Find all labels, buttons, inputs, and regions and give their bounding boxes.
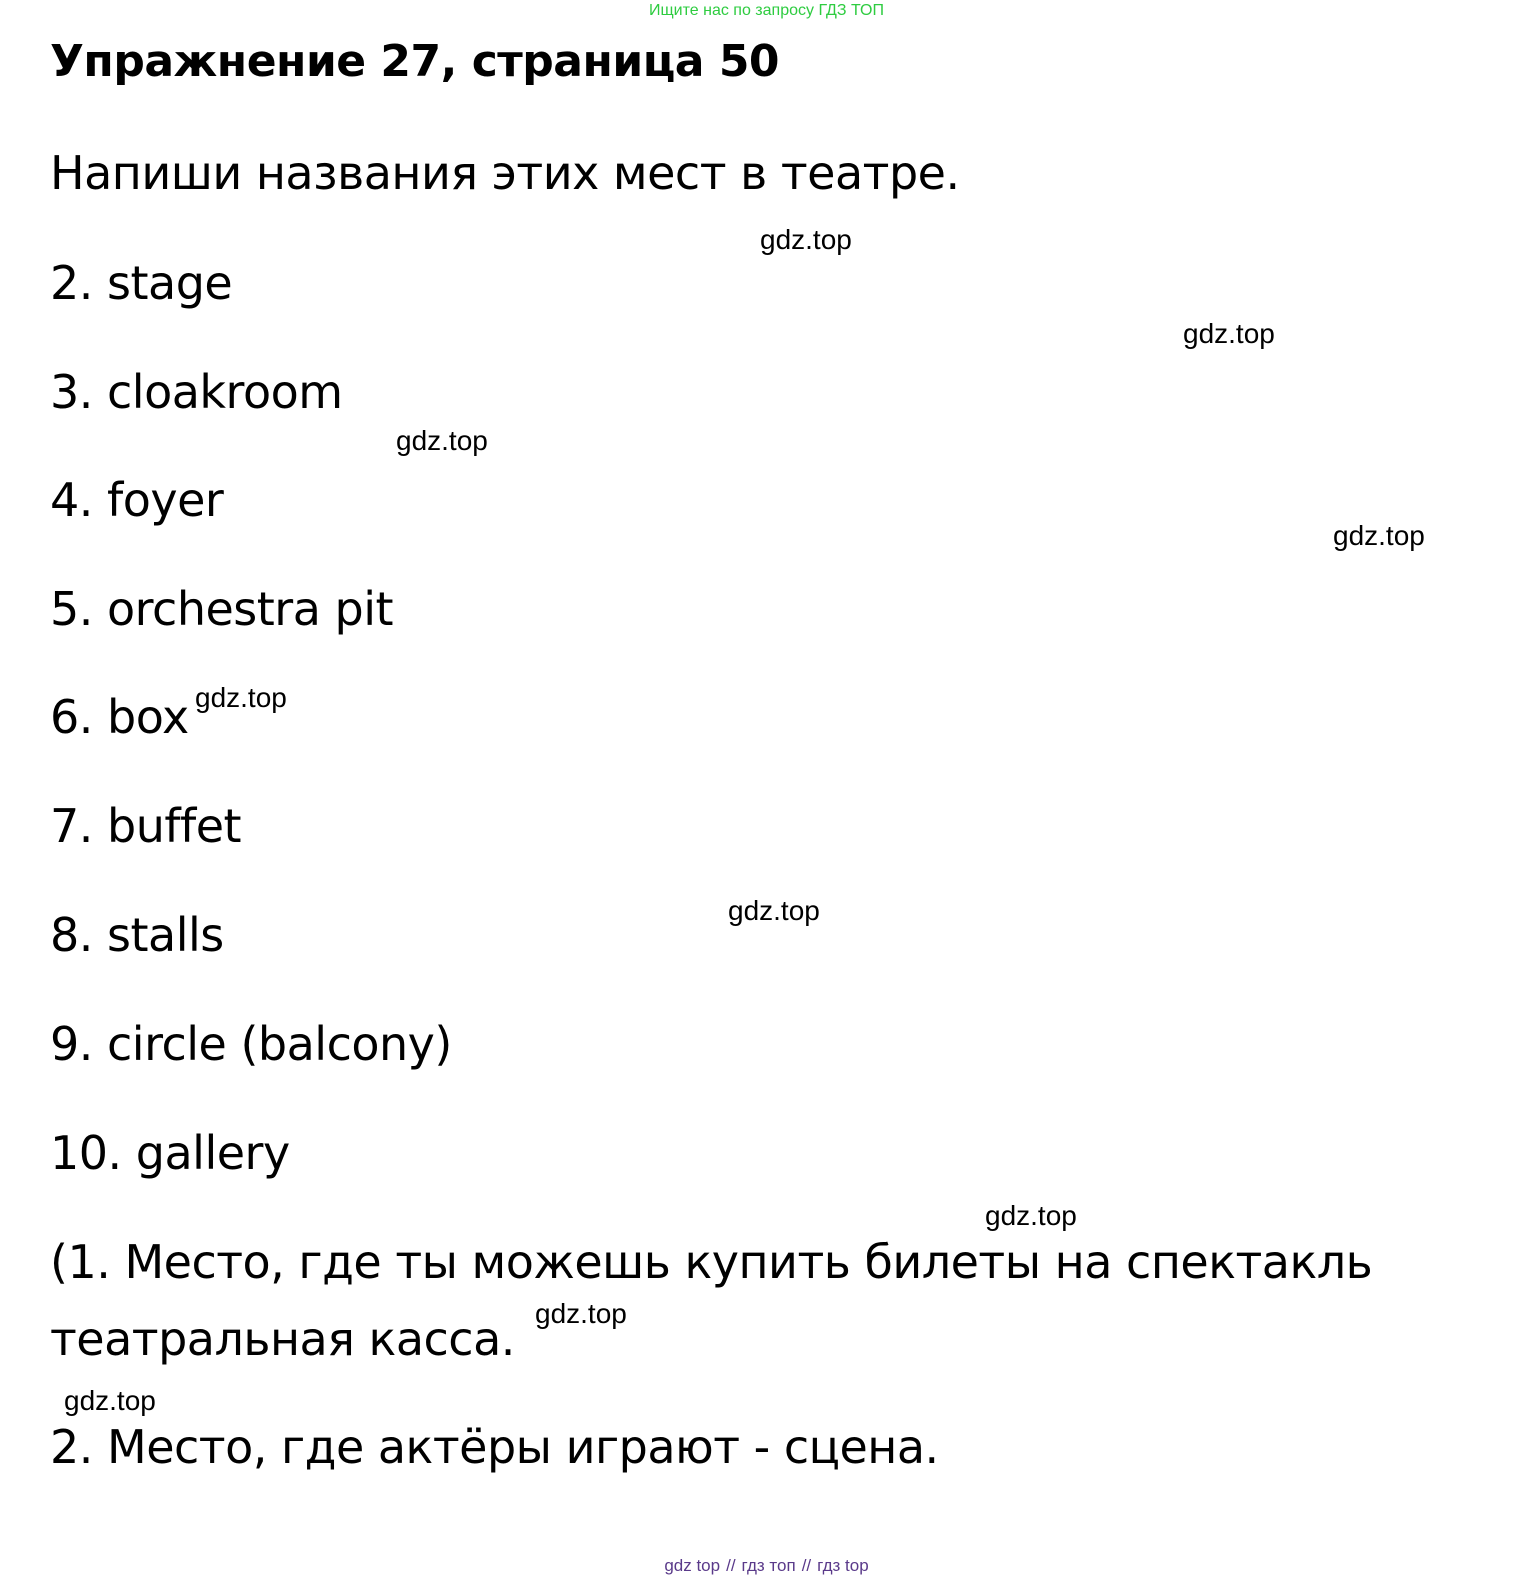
answer-item: 9. circle (balcony)	[50, 1017, 452, 1071]
answer-item: 3. cloakroom	[50, 365, 343, 419]
watermark: gdz.top	[64, 1385, 156, 1416]
footer-links	[0, 1556, 1533, 1576]
footer-separator: //	[801, 1556, 812, 1575]
answer-item: 5. orchestra pit	[50, 582, 394, 636]
note-line: (1. Место, где ты можешь купить билеты на спектакль	[50, 1235, 1373, 1289]
watermark: gdz.top	[760, 224, 852, 255]
watermark: gdz.top	[728, 895, 820, 926]
watermark: gdz.top	[985, 1200, 1077, 1231]
answer-item: 2. stage	[50, 256, 233, 310]
answer-item: 6. box	[50, 690, 189, 744]
answer-item: 7. buffet	[50, 799, 242, 853]
watermark: gdz.top	[396, 425, 488, 456]
task-instruction: Напиши названия этих мест в театре.	[50, 146, 960, 200]
page-title: Упражнение 27, страница 50	[50, 36, 780, 87]
watermark: gdz.top	[535, 1298, 627, 1329]
footer-link[interactable]: гдз top	[817, 1556, 869, 1575]
top-banner: Ищите нас по запросу ГДЗ ТОП	[649, 2, 884, 19]
footer-link[interactable]: gdz top	[664, 1556, 721, 1575]
note-line: 2. Место, где актёры играют - сцена.	[50, 1420, 939, 1474]
answer-item: 4. foyer	[50, 473, 224, 527]
answer-item: 8. stalls	[50, 908, 224, 962]
watermark: gdz.top	[195, 682, 287, 713]
footer-link[interactable]: гдз топ	[741, 1556, 796, 1575]
answer-item: 10. gallery	[50, 1126, 290, 1180]
footer-separator: //	[726, 1556, 736, 1575]
note-line: театральная касса.	[50, 1312, 515, 1366]
watermark: gdz.top	[1333, 520, 1425, 551]
watermark: gdz.top	[1183, 318, 1275, 349]
